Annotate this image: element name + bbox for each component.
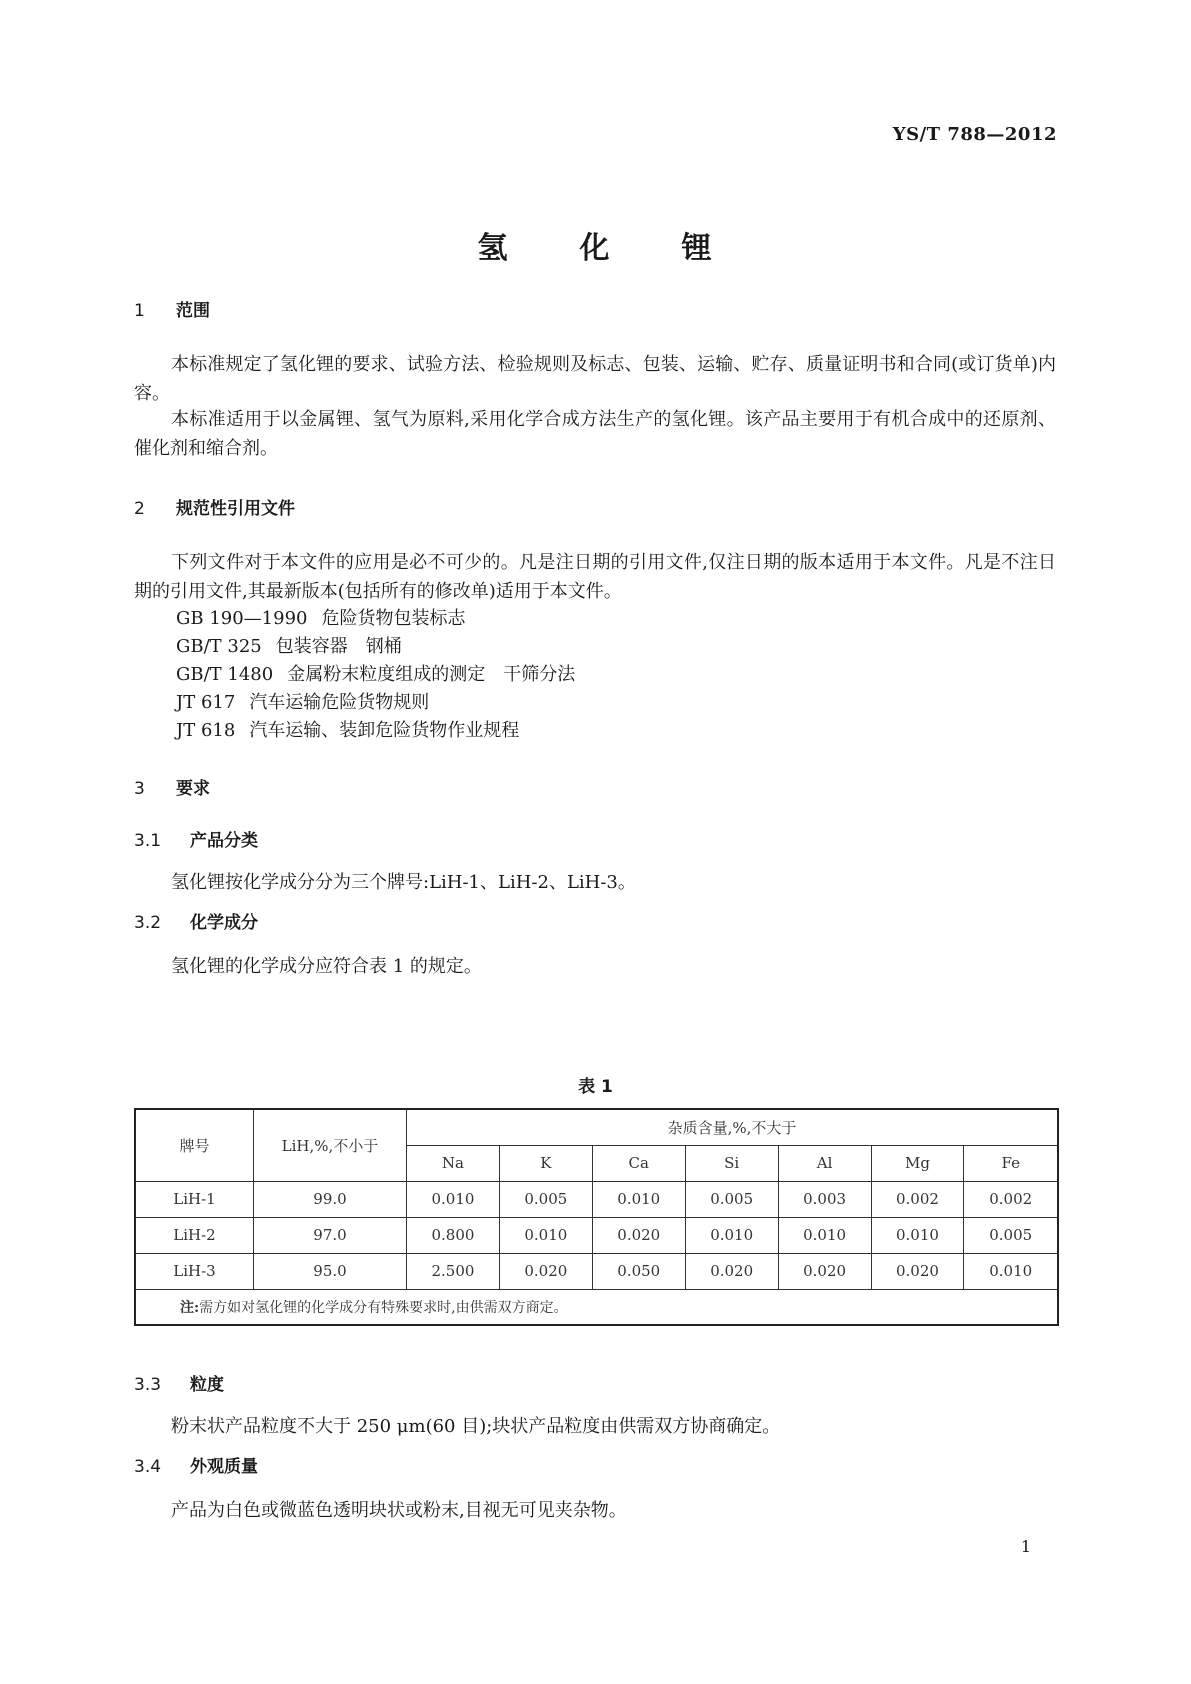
section-title: 产品分类 xyxy=(190,831,258,851)
element-header: Al xyxy=(778,1145,871,1181)
reference-title: 汽车运输危险货物规则 xyxy=(249,692,430,713)
value-cell: 0.010 xyxy=(964,1253,1058,1289)
section-title: 规范性引用文件 xyxy=(176,499,295,519)
note-text: 需方如对氢化锂的化学成分有特殊要求时,由供需双方商定。 xyxy=(199,1299,568,1316)
lih-cell: 97.0 xyxy=(254,1217,407,1253)
title-char-3: 锂 xyxy=(681,231,714,266)
value-cell: 0.005 xyxy=(499,1181,592,1217)
note-label: 注: xyxy=(180,1299,200,1316)
section-3-1-paragraph: 氢化锂按化学成分分为三个牌号:LiH-1、LiH-2、LiH-3。 xyxy=(171,872,636,893)
value-cell: 2.500 xyxy=(407,1253,500,1289)
value-cell: 0.020 xyxy=(592,1217,685,1253)
section-number: 3.3 xyxy=(134,1375,162,1395)
section-number: 3 xyxy=(134,779,145,799)
value-cell: 0.010 xyxy=(499,1217,592,1253)
value-cell: 0.010 xyxy=(871,1217,964,1253)
value-cell: 0.020 xyxy=(685,1253,778,1289)
chemical-composition-table xyxy=(134,1108,1059,1326)
reference-item xyxy=(176,604,466,630)
section-2-paragraph: 下列文件对于本文件的应用是必不可少的。凡是注日期的引用文件,仅注日期的版本适用于本文件。凡是不注日期的引用文件,其最新版本(包括所有的修改单)适用于本文件。 xyxy=(134,552,1056,602)
section-number: 2 xyxy=(134,499,145,519)
element-header: Ca xyxy=(592,1145,685,1181)
section-number: 3.4 xyxy=(134,1457,162,1477)
value-cell: 0.010 xyxy=(407,1181,500,1217)
reference-item xyxy=(176,716,519,742)
grade-cell: LiH-3 xyxy=(135,1253,254,1289)
grade-cell: LiH-1 xyxy=(135,1181,254,1217)
reference-item xyxy=(176,632,402,658)
section-2-heading xyxy=(134,494,295,519)
section-1-paragraph-1: 本标准规定了氢化锂的要求、试验方法、检验规则及标志、包装、运输、贮存、质量证明书和合同(或订货单)内容。 xyxy=(134,354,1056,404)
table-caption: 表 1 xyxy=(578,1077,613,1097)
value-cell: 0.002 xyxy=(871,1181,964,1217)
table-row xyxy=(135,1181,1058,1217)
section-3-2-heading xyxy=(134,908,258,933)
section-3-2-paragraph: 氢化锂的化学成分应符合表 1 的规定。 xyxy=(171,956,482,977)
title-char-1: 氢 xyxy=(477,231,510,266)
value-cell: 0.002 xyxy=(964,1181,1058,1217)
section-number: 1 xyxy=(134,301,145,321)
header-impurity: 杂质含量,%,不大于 xyxy=(407,1109,1059,1145)
section-title: 外观质量 xyxy=(190,1457,258,1477)
reference-item xyxy=(176,660,575,686)
element-header: Na xyxy=(407,1145,500,1181)
section-title: 范围 xyxy=(176,301,210,321)
grade-cell: LiH-2 xyxy=(135,1217,254,1253)
element-header: Si xyxy=(685,1145,778,1181)
section-3-4-paragraph: 产品为白色或微蓝色透明块状或粉末,目视无可见夹杂物。 xyxy=(171,1500,627,1521)
value-cell: 0.020 xyxy=(778,1253,871,1289)
reference-code: GB 190—1990 xyxy=(176,608,308,629)
reference-title: 危险货物包装标志 xyxy=(321,608,466,629)
element-header: Mg xyxy=(871,1145,964,1181)
standard-code: YS/T 788—2012 xyxy=(892,124,1057,145)
reference-code: JT 618 xyxy=(176,720,236,741)
section-title: 化学成分 xyxy=(190,913,258,933)
section-title: 要求 xyxy=(176,779,210,799)
value-cell: 0.020 xyxy=(499,1253,592,1289)
value-cell: 0.020 xyxy=(871,1253,964,1289)
reference-item xyxy=(176,688,429,714)
table-note xyxy=(135,1289,1058,1325)
value-cell: 0.005 xyxy=(685,1181,778,1217)
reference-title: 金属粉末粒度组成的测定 干筛分法 xyxy=(287,664,576,685)
section-3-3-paragraph: 粉末状产品粒度不大于 250 μm(60 目);块状产品粒度由供需双方协商确定。 xyxy=(171,1416,781,1437)
header-grade: 牌号 xyxy=(135,1109,254,1181)
document-title xyxy=(0,223,1191,267)
section-3-heading xyxy=(134,774,210,799)
element-header: Fe xyxy=(964,1145,1058,1181)
section-number: 3.2 xyxy=(134,913,162,933)
section-3-3-heading xyxy=(134,1370,224,1395)
section-title: 粒度 xyxy=(190,1375,224,1395)
element-header: K xyxy=(499,1145,592,1181)
value-cell: 0.010 xyxy=(778,1217,871,1253)
reference-title: 包装容器 钢桶 xyxy=(275,636,402,657)
value-cell: 0.010 xyxy=(592,1181,685,1217)
reference-title: 汽车运输、装卸危险货物作业规程 xyxy=(249,720,520,741)
title-char-2: 化 xyxy=(579,231,612,266)
value-cell: 0.800 xyxy=(407,1217,500,1253)
section-3-1-heading xyxy=(134,826,258,851)
section-1-heading xyxy=(134,296,210,321)
value-cell: 0.010 xyxy=(685,1217,778,1253)
value-cell: 0.003 xyxy=(778,1181,871,1217)
table-row xyxy=(135,1217,1058,1253)
lih-cell: 95.0 xyxy=(254,1253,407,1289)
table-row xyxy=(135,1253,1058,1289)
value-cell: 0.050 xyxy=(592,1253,685,1289)
reference-code: GB/T 1480 xyxy=(176,664,274,685)
reference-code: GB/T 325 xyxy=(176,636,262,657)
section-1-paragraph-2: 本标准适用于以金属锂、氢气为原料,采用化学合成方法生产的氢化锂。该产品主要用于有机合成中的还原剂、催化剂和缩合剂。 xyxy=(134,409,1056,459)
reference-code: JT 617 xyxy=(176,692,236,713)
table-note-row xyxy=(135,1289,1058,1325)
lih-cell: 99.0 xyxy=(254,1181,407,1217)
value-cell: 0.005 xyxy=(964,1217,1058,1253)
section-number: 3.1 xyxy=(134,831,162,851)
page-number: 1 xyxy=(1020,1537,1031,1556)
section-3-4-heading xyxy=(134,1452,258,1477)
header-lih: LiH,%,不小于 xyxy=(254,1109,407,1181)
